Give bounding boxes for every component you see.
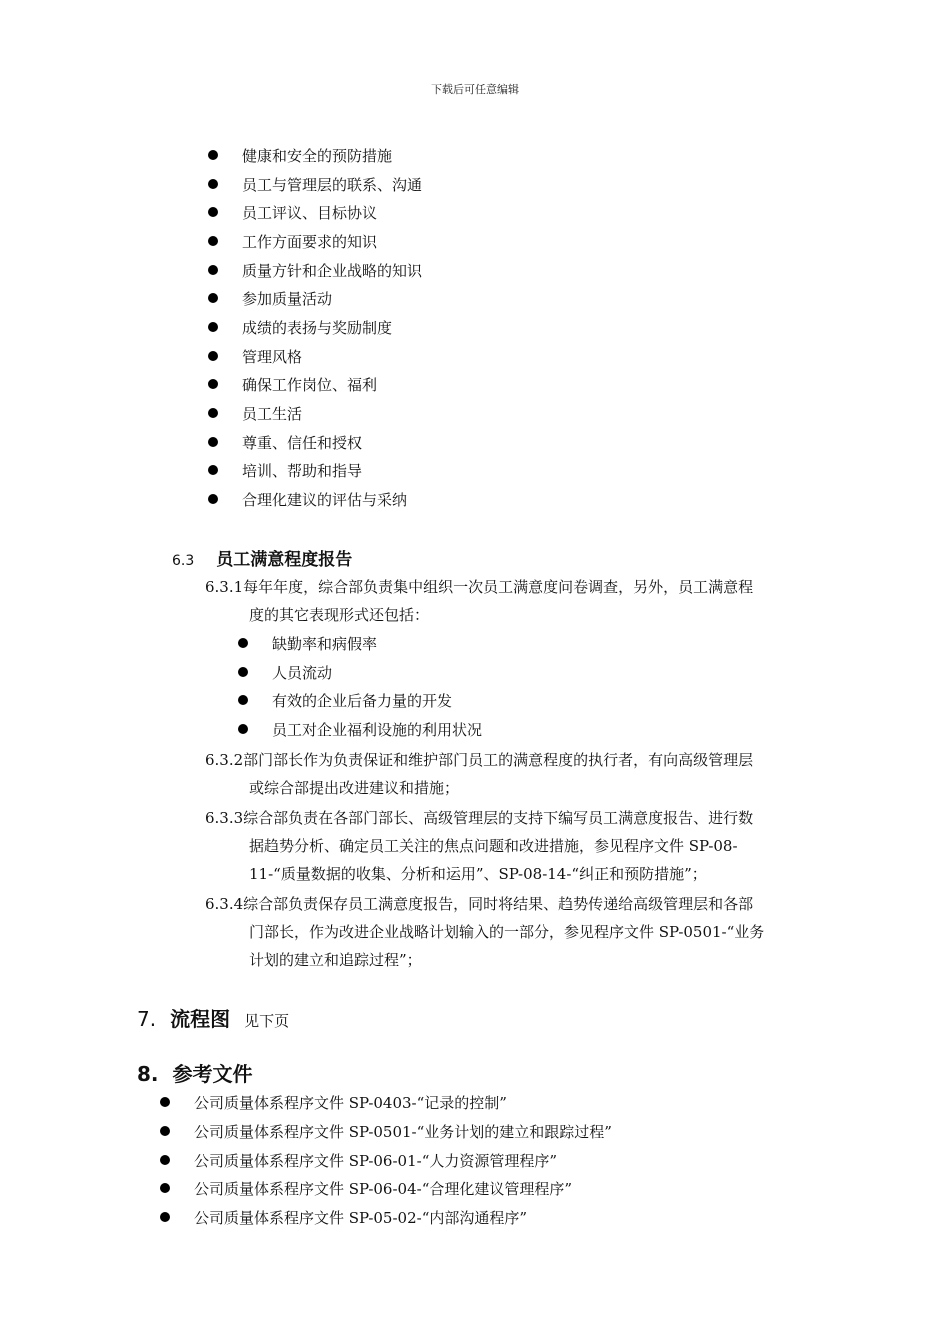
list-item: 工作方面要求的知识 [208,229,377,253]
list-item: 员工生活 [208,401,302,425]
list-item: 管理风格 [208,344,302,368]
list-item: 员工对企业福利设施的利用状况 [238,717,482,741]
list-item: 员工评议、目标协议 [208,200,377,224]
list-item: 公司质量体系程序文件 SP-06-01-“人力资源管理程序” [160,1148,557,1172]
bullet-icon [160,1097,170,1107]
bullet-icon [208,494,218,504]
bullet-icon [208,465,218,475]
page-header: 下载后可任意编辑 [431,83,519,96]
section-heading-7: 7. 流程图 见下页 [137,1007,290,1031]
bullet-icon [208,351,218,361]
bullet-icon [208,179,218,189]
bullet-icon [160,1126,170,1136]
list-item: 公司质量体系程序文件 SP-0403-“记录的控制” [160,1090,507,1114]
list-item: 有效的企业后备力量的开发 [238,688,452,712]
list-item: 尊重、信任和授权 [208,430,362,454]
bullet-icon [208,207,218,217]
list-item: 人员流动 [238,660,332,684]
bullet-icon [160,1212,170,1222]
bullet-icon [208,265,218,275]
list-item: 培训、帮助和指导 [208,458,362,482]
list-item: 质量方针和企业战略的知识 [208,258,422,282]
paragraph-6-3-3: 6.3.3综合部负责在各部门部长、高级管理层的支持下编写员工满意度报告、进行数 据趋势分析、确定员工关注的焦点问题和改进措施，参见程序文件 SP-08- 11-“质量数据的收集、分析和运用”、SP-08-14-“纠正和预防措施”； [205,809,754,883]
bullet-icon [208,150,218,160]
list-item: 确保工作岗位、福利 [208,372,377,396]
paragraph-6-3-1: 6.3.1每年年度，综合部负责集中组织一次员工满意度问卷调查，另外，员工满意程 度的其它表现形式还包括： [205,578,754,624]
section-heading-6-3: 6.3 员工满意程度报告 [172,550,353,570]
bullet-icon [208,236,218,246]
paragraph-6-3-2: 6.3.2部门部长作为负责保证和维护部门员工的满意程度的执行者，有向高级管理层 或综合部提出改进建议和措施； [205,751,754,797]
list-item: 公司质量体系程序文件 SP-05-02-“内部沟通程序” [160,1205,527,1229]
bullet-icon [238,638,248,648]
bullet-icon [208,408,218,418]
list-item: 参加质量活动 [208,286,332,310]
bullet-icon [208,437,218,447]
bullet-icon [208,379,218,389]
list-item: 缺勤率和病假率 [238,631,377,655]
list-item: 公司质量体系程序文件 SP-06-04-“合理化建议管理程序” [160,1176,572,1200]
bullet-icon [238,667,248,677]
bullet-icon [208,322,218,332]
bullet-icon [208,293,218,303]
bullet-icon [238,695,248,705]
section-heading-8: 8. 参考文件 [137,1062,253,1086]
bullet-icon [238,724,248,734]
list-item: 员工与管理层的联系、沟通 [208,172,422,196]
bullet-icon [160,1183,170,1193]
list-item: 合理化建议的评估与采纳 [208,487,407,511]
list-item: 成绩的表扬与奖励制度 [208,315,392,339]
bullet-icon [160,1155,170,1165]
list-item: 健康和安全的预防措施 [208,143,392,167]
list-item: 公司质量体系程序文件 SP-0501-“业务计划的建立和跟踪过程” [160,1119,612,1143]
paragraph-6-3-4: 6.3.4综合部负责保存员工满意度报告，同时将结果、趋势传递给高级管理层和各部 门部长，作为改进企业战略计划输入的一部分，参见程序文件 SP-0501-“业务 计划的建立和追踪过程”； [205,895,765,969]
